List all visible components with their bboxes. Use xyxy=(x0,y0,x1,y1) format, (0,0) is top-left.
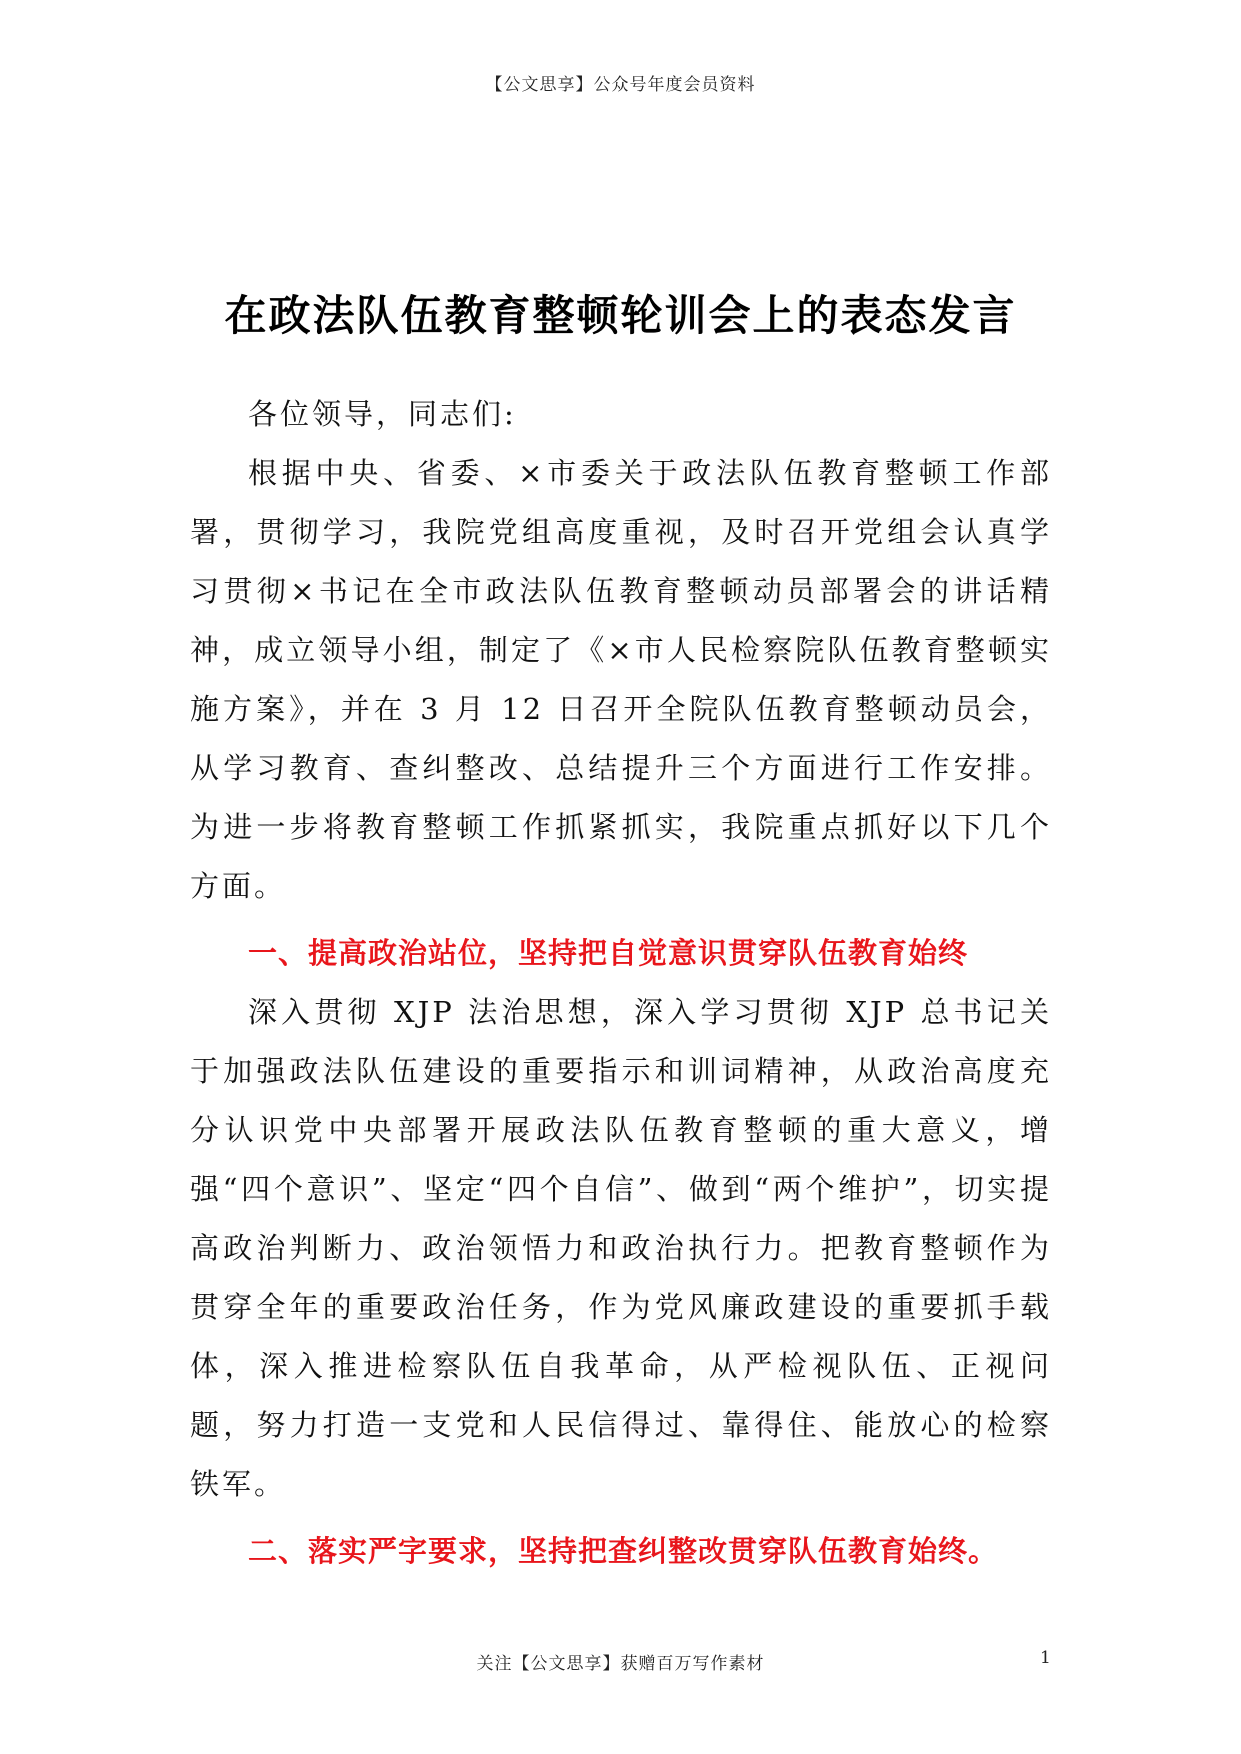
page-header: 【公文思享】公众号年度会员资料 xyxy=(485,75,756,95)
page-number: 1 xyxy=(1040,1648,1051,1668)
document-body xyxy=(190,385,1052,1581)
page-footer: 关注【公文思享】获赠百万写作素材 xyxy=(476,1654,765,1674)
section-1-heading: 一、提高政治站位，坚持把自觉意识贯穿队伍教育始终 xyxy=(248,936,969,970)
section-1-paragraph: 深入贯彻 XJP 法治思想，深入学习贯彻 XJP 总书记关于加强政法队伍建设的重要指示和训词精神，从政治高度充分认识党中央部署开展政法队伍教育整顿的重大意义，增强“四个意识”、坚定“四个自信”、做到“两个维护”，切实提高政治判断力、政治领悟力和政治执行力。把教育整顿作为贯穿全年的重要政治任务，作为党风廉政建设的重要抓手载体，深入推进检察队伍自我革命，从严检视队伍、正视问题，努力打造一支党和人民信得过、靠得住、能放心的检察铁军。 xyxy=(190,995,1052,1501)
section-2-heading: 二、落实严字要求，坚持把查纠整改贯穿队伍教育始终。 xyxy=(248,1534,999,1568)
salutation: 各位领导，同志们: xyxy=(248,397,517,431)
intro-paragraph: 根据中央、省委、×市委关于政法队伍教育整顿工作部署，贯彻学习，我院党组高度重视，及时召开党组会认真学习贯彻×书记在全市政法队伍教育整顿动员部署会的讲话精神，成立领导小组，制定了《×市人民检察院队伍教育整顿实施方案》，并在 3 月 12 日召开全院队伍教育整顿动员会，从学习教育、查纠整改、总结提升三个方面进行工作安排。为进一步将教育整顿工作抓紧抓实，我院重点抓好以下几个方面。 xyxy=(190,456,1052,903)
document-title: 在政法队伍教育整顿轮训会上的表态发言 xyxy=(224,291,1017,340)
